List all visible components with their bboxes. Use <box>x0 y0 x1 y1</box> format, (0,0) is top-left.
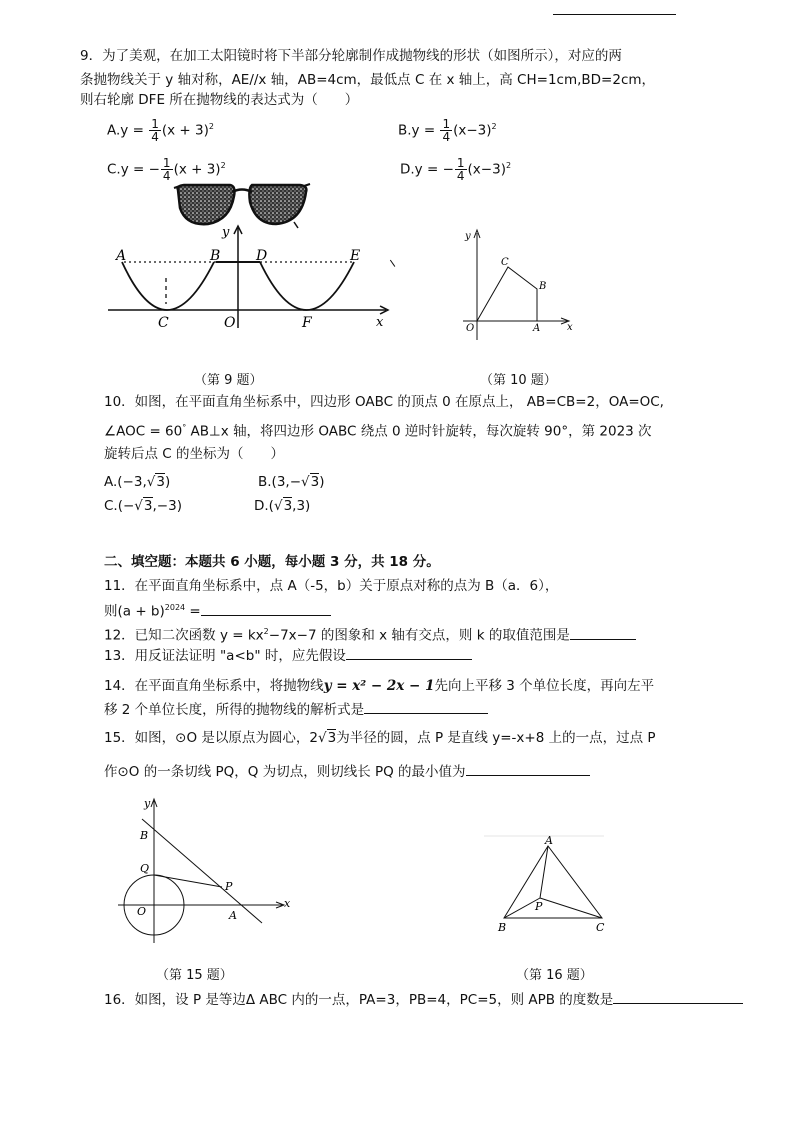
q15-caption: （第 15 题） <box>156 968 233 983</box>
q9-label-x: x <box>376 315 384 330</box>
q10-caption: （第 10 题） <box>480 373 557 388</box>
q16-label-c: C <box>596 921 605 934</box>
q10-line3: 旋转后点 C 的坐标为（ ） <box>104 446 285 462</box>
q10-option-a: A.(−3,√3) <box>104 474 171 490</box>
q16-label-a: A <box>545 834 553 847</box>
q10-label-b: B <box>539 281 547 292</box>
q15-label-a: A <box>229 909 237 922</box>
q16-label-b: B <box>498 921 507 934</box>
q15-label-q: Q <box>140 862 150 875</box>
q10-label-o: O <box>466 323 475 334</box>
q10-quadrilateral-figure <box>455 225 580 340</box>
q15-answer-blank[interactable] <box>466 763 590 776</box>
q13-line: 13．用反证法证明 "a<b" 时，应先假设 <box>104 646 472 666</box>
q16-triangle-figure <box>484 830 614 940</box>
q9-line3: 则右轮廓 DFE 所在抛物线的表达式为（ ） <box>80 92 359 108</box>
q10-label-a: A <box>533 323 541 334</box>
q10-option-d: D.(√3,3) <box>254 498 311 514</box>
q12-answer-blank[interactable] <box>570 627 636 640</box>
q9-line2: 条抛物线关于 y 轴对称，AE//x 轴，AB=4cm，最低点 C 在 x 轴上，高 CH=1cm,BD=2cm， <box>80 72 656 88</box>
q16-answer-blank[interactable] <box>613 991 743 1004</box>
q15-label-y: y <box>144 797 151 810</box>
q15-label-b: B <box>140 829 149 842</box>
q9-label-d: D <box>256 248 268 264</box>
q10-line1: 10．如图，在平面直角坐标系中，四边形 OABC 的顶点 0 在原点上， AB=CB=2，OA=OC, <box>104 394 664 410</box>
q9-label-c: C <box>158 315 169 331</box>
q9-option-d: D.y = − $\frac{1}{4}$ $(x-3)^2$ <box>400 156 512 183</box>
q11-line2: 则$(a + b)^{2024}$ = <box>104 598 331 622</box>
q15-circle-figure <box>112 795 302 945</box>
q11-answer-blank[interactable] <box>201 603 331 616</box>
q13-answer-blank[interactable] <box>346 647 472 660</box>
q9-label-f: F <box>302 315 312 331</box>
q10-label-y: y <box>465 231 471 242</box>
q14-answer-blank[interactable] <box>364 701 488 714</box>
top-rule <box>553 14 676 15</box>
q9-label-o: O <box>224 315 236 331</box>
q9-label-a: A <box>116 248 127 264</box>
q12-line: 12．已知二次函数 $y = kx^2-7x-7$ 的图象和 x 轴有交点，则 k 的取值范围是 <box>104 622 636 646</box>
q9-option-c: C.y = − $\frac{1}{4}$ $(x + 3)^2$ <box>107 156 226 183</box>
q10-option-c: C.(−√3,−3) <box>104 498 182 514</box>
q15-line1: 15．如图，⊙O 是以原点为圆心，2√3为半径的圆，点 P 是直线 y=-x+8 上的一点，过点 P <box>104 730 656 746</box>
q16-label-p: P <box>535 900 543 913</box>
q10-option-b: B.(3,−√3) <box>258 474 325 490</box>
q9-label-b: B <box>210 248 221 264</box>
section-title: 二、填空题：本题共 6 小题，每小题 3 分，共 18 分。 <box>104 554 440 570</box>
q15-label-x: x <box>284 897 291 910</box>
q9-option-b: B.y = $\frac{1}{4}$ $(x-3)^2$ <box>398 117 497 144</box>
q9-parabola-figure <box>104 220 404 335</box>
q9-label-y: y <box>222 225 230 240</box>
q10-label-x: x <box>567 322 573 333</box>
q15-line2: 作⊙O 的一条切线 PQ，Q 为切点，则切线长 PQ 的最小值为 <box>104 762 590 782</box>
q9-option-a: A.y = $\frac{1}{4}$ $(x + 3)^2$ <box>107 117 214 144</box>
q9-label-e: E <box>350 248 361 264</box>
q16-line: 16．如图，设 P 是等边Δ ABC 内的一点，PA=3，PB=4，PC=5，则 APB 的度数是 <box>104 990 743 1010</box>
q11-line1: 11．在平面直角坐标系中，点 A（-5，b）关于原点对称的点为 B（a．6）， <box>104 578 559 594</box>
q9-line1: 9．为了美观，在加工太阳镜时将下半部分轮廓制作成抛物线的形状（如图所示），对应的两 <box>80 48 622 64</box>
q9-caption: （第 9 题） <box>194 373 263 388</box>
q15-label-p: P <box>225 880 233 893</box>
q14-line1: 14．在平面直角坐标系中，将抛物线y = x² − 2x − 1先向上平移 3 个单位长度，再向左平 <box>104 678 655 694</box>
q14-line2: 移 2 个单位长度，所得的抛物线的解析式是 <box>104 700 488 720</box>
q15-label-o: O <box>137 905 147 918</box>
q16-caption: （第 16 题） <box>516 968 593 983</box>
q10-line2: ∠AOC = 60° AB⊥x 轴，将四边形 OABC 绕点 0 逆时针旋转，每次旋转 90°，第 2023 次 <box>104 423 652 440</box>
q10-label-c: C <box>501 257 509 268</box>
